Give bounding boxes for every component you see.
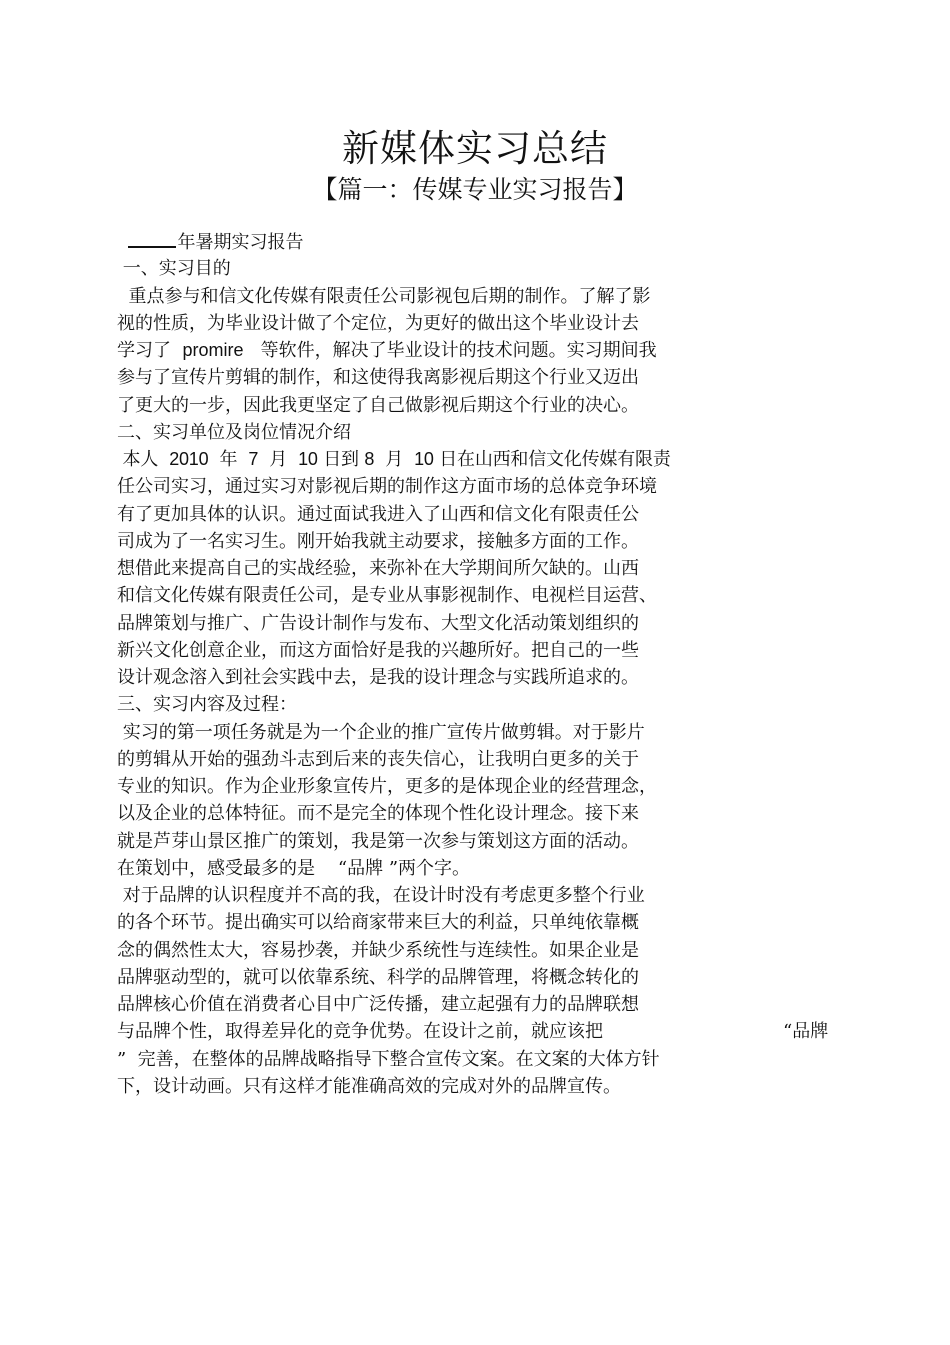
text-line: 念的偶然性太大，容易抄袭，并缺少系统性与连续性。如果企业是: [117, 939, 639, 961]
text-line: 设计观念溶入到社会实践中去，是我的设计理念与实践所追求的。: [117, 667, 639, 688]
text-line: 年暑期实习报告: [117, 228, 847, 255]
text-line: 以及企业的总体特征。而不是完全的体现个性化设计理念。接下来: [117, 803, 639, 825]
text-line: 与品牌个性，取得差异化的竞争优势。在设计之前，就应该把 “品牌: [117, 1018, 847, 1045]
text-line: 品牌驱动型的，就可以依靠系统、科学的品牌管理，将概念转化的: [117, 966, 639, 988]
text-line: 任公司实习，通过实习对影视后期的制作这方面市场的总体竞争环境: [117, 476, 657, 498]
text-line: 在策划中，感受最多的是 “品牌 ”两个字。: [117, 857, 471, 879]
text-line: 的剪辑从开始的强劲斗志到后来的丧失信心，让我明白更多的关于: [117, 748, 639, 770]
text-line: 参与了宣传片剪辑的制作，和这使得我离影视后期这个行业又迈出: [117, 367, 639, 389]
text-line: 重点参与和信文化传媒有限责任公司影视包后期的制作。了解了影: [128, 285, 651, 307]
text-line: 品牌策划与推广、广告设计制作与发布、大型文化活动策划组织的: [117, 612, 639, 634]
text-line: 本人 2010 年 7 月 10 日到 8 月 10 日在山西和信文化传媒有限责: [122, 449, 671, 470]
year-blank: [128, 228, 176, 248]
brand-quote: “品牌: [783, 1021, 829, 1043]
text-line: 品牌核心价值在消费者心目中广泛传播，建立起强有力的品牌联想: [117, 994, 639, 1015]
text-line: 专业的知识。作为企业形象宣传片，更多的是体现企业的经营理念，: [117, 776, 657, 797]
text-line: 司成为了一名实习生。刚开始我就主动要求，接触多方面的工作。: [117, 530, 639, 552]
text-line: 的各个环节。提出确实可以给商家带来巨大的利益，只单纯依靠概: [117, 912, 639, 934]
page-title: 新媒体实习总结: [342, 127, 608, 170]
section-heading: 三、实习内容及过程：: [117, 694, 297, 716]
text-line: 有了更加具体的认识。通过面试我进入了山西和信文化有限责任公: [117, 503, 639, 525]
section-heading: 二、实习单位及岗位情况介绍: [117, 421, 351, 443]
text-line: ” 完善，在整体的品牌战略指导下整合宣传文案。在文案的大体方针: [117, 1048, 660, 1070]
text-line: 想借此来提高自己的实战经验，来弥补在大学期间所欠缺的。山西: [117, 558, 639, 579]
text-line: 实习的第一项任务就是为一个企业的推广宣传片做剪辑。对于影片: [122, 721, 645, 743]
text-line: 视的性质，为毕业设计做了个定位，为更好的做出这个毕业设计去: [117, 312, 639, 334]
text-line: 下，设计动画。只有这样才能准确高效的完成对外的品牌宣传。: [117, 1075, 621, 1097]
text-line: 就是芦芽山景区推广的策划，我是第一次参与策划这方面的活动。: [117, 830, 639, 852]
text-line: 对于品牌的认识程度并不高的我，在设计时没有考虑更多整个行业: [122, 885, 645, 906]
page-subtitle: 【篇一：传媒专业实习报告】: [312, 175, 638, 204]
body-text: [117, 228, 847, 1100]
text-line: 了更大的一步，因此我更坚定了自己做影视后期这个行业的决心。: [117, 394, 639, 416]
text-line: 新兴文化创意企业，而这方面恰好是我的兴趣所好。把自己的一些: [117, 639, 639, 661]
section-heading: 一、实习目的: [122, 258, 231, 280]
text-line: 和信文化传媒有限责任公司，是专业从事影视制作、电视栏目运营、: [117, 585, 657, 607]
text-line: 学习了 promire 等软件，解决了毕业设计的技术问题。实习期间我: [117, 340, 657, 361]
